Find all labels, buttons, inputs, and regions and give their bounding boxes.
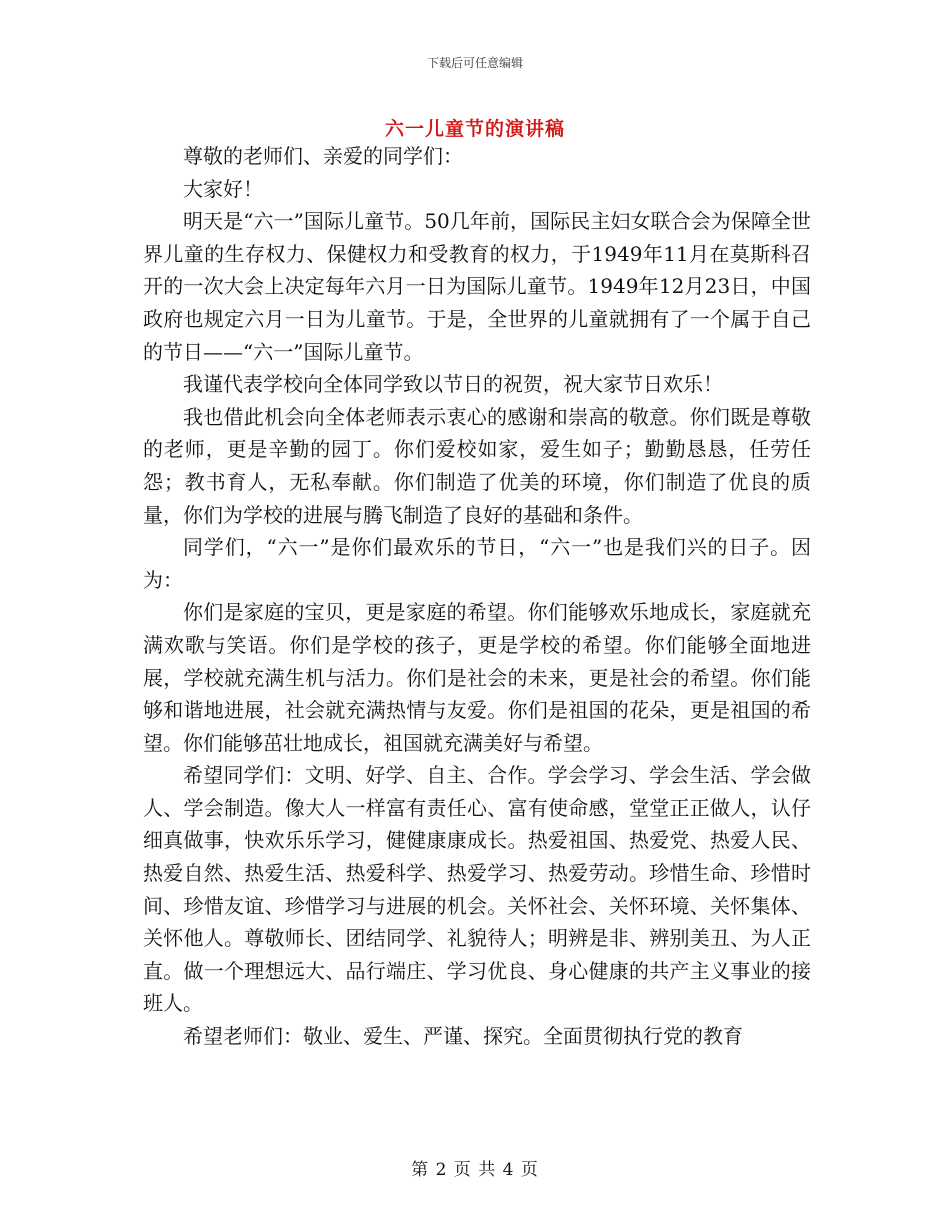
document-body (143, 140, 811, 1053)
paragraph-congratulations: 我谨代表学校向全体同学致以节日的祝贺，祝大家节日欢乐！ (183, 372, 723, 397)
paragraph-teachers-wish: 希望老师们：敬业、爱生、严谨、探究。全面贯彻执行党的教育 (183, 1024, 743, 1049)
page-header: 下载后可任意编辑 (426, 56, 523, 70)
page-footer: 第 2 页 共 4 页 (411, 1160, 539, 1180)
paragraph-salutation: 尊敬的老师们、亲爱的同学们： (183, 144, 463, 168)
paragraph-greeting: 大家好！ (183, 176, 263, 201)
paragraph-students-wish: 希望同学们：文明、好学、自主、合作。学会学习、学会生活、学会做人、学会制造。像大人一样富有责任心、富有使命感，堂堂正正做人，认仔细真做事，快欢乐乐学习，健健康康成长。热爱祖国、热爱党、热爱人民、热爱自然、热爱生活、热爱科学、热爱学习、热爱劳动。珍惜生命、珍惜时间、珍惜友谊、珍惜学习与进展的机会。关怀社会、关怀环境、关怀集体、关怀他人。尊敬师长、团结同学、礼貌待人；明辨是非、辨别美丑、为人正直。做一个理想远大、品行端庄、学习优良、身心健康的共产主义事业的接班人。 (143, 763, 811, 1016)
paragraph-teachers-thanks: 我也借此机会向全体老师表示衷心的感谢和崇高的敬意。你们既是尊敬的老师，更是辛勤的园丁。你们爱校如家，爱生如子；勤勤恳恳，任劳任怨；教书育人，无私奉献。你们制造了优美的环境，你们制造了优良的质量，你们为学校的进展与腾飞制造了良好的基础和条件。 (143, 404, 811, 527)
paragraph-students-intro: 同学们，“六一”是你们最欢乐的节日，“六一”也是我们兴的日子。因为： (143, 535, 811, 592)
paragraph-history: 明天是“六一”国际儿童节。50几年前，国际民主妇女联合会为保障全世界儿童的生存权力、保健权力和受教育的权力，于1949年11月在莫斯科召开的一次大会上决定每年六月一日为国际儿童节。1949年12月23日，中国政府也规定六月一日为儿童节。于是，全世界的儿童就拥有了一个属于自己的节日——“六一”国际儿童节。 (143, 209, 811, 364)
paragraph-hope: 你们是家庭的宝贝，更是家庭的希望。你们能够欢乐地成长，家庭就充满欢歌与笑语。你们是学校的孩子，更是学校的希望。你们能够全面地进展，学校就充满生机与活力。你们是社会的未来，更是社会的希望。你们能够和谐地进展，社会就充满热情与友爱。你们是祖国的花朵，更是祖国的希望。你们能够茁壮地成长，祖国就充满美好与希望。 (143, 600, 811, 755)
document-title: 六一儿童节的演讲稿 (384, 118, 565, 140)
